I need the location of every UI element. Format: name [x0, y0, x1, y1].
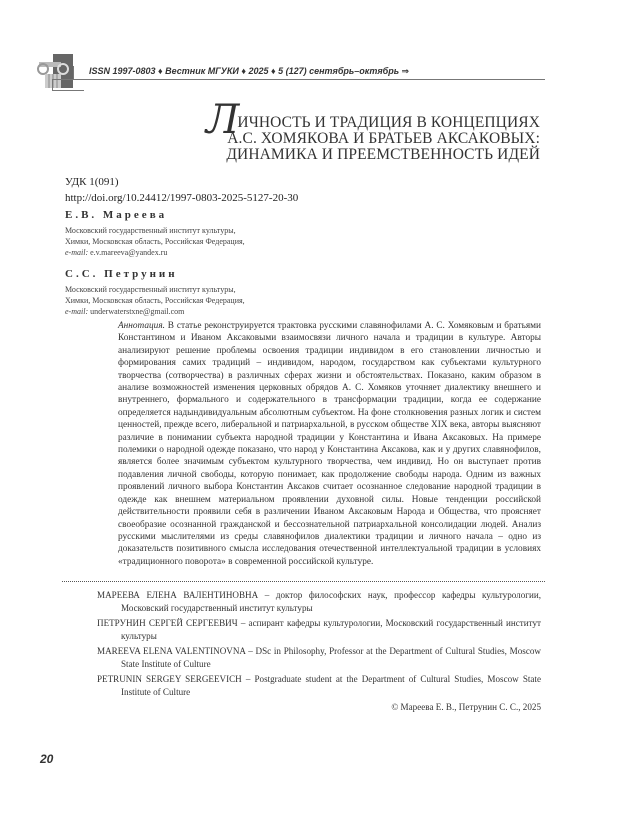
identifiers: [65, 174, 298, 206]
header-rule: [52, 79, 545, 80]
title-initial: Л: [205, 97, 240, 143]
affiliation-line: Московский государственный институт культуры,: [65, 226, 236, 235]
header-frame-line: [73, 66, 74, 80]
article-title: [205, 97, 540, 163]
email-label: e-mail:: [65, 248, 89, 257]
bio-entry: PETRUNIN SERGEY SERGEEVICH – Postgraduate student at the Department of Cultural Studies, Moscow State Institute of Culture: [97, 674, 541, 697]
email-link[interactable]: underwaterstxne@gmail.com: [90, 307, 185, 316]
copyright: © Мареева Е. В., Петрунин С. С., 2025: [391, 702, 541, 712]
author-name: Е.В. Мареева: [65, 209, 168, 221]
affiliation-line: Химки, Московская область, Российская Федерация,: [65, 237, 245, 246]
email-link[interactable]: e.v.mareeva@yandex.ru: [90, 248, 168, 257]
ionic-column-capital-icon: [37, 54, 73, 88]
affiliation-line: Московский государственный институт культуры,: [65, 285, 236, 294]
page-number: 20: [40, 752, 54, 766]
title-line: ИЧНОСТЬ И ТРАДИЦИЯ В КОНЦЕПЦИЯХ: [237, 114, 540, 131]
annotation-text: В статье реконструируется трактовка русскими славянофилами А. С. Хомяковым и братьями Константином и Иваном Аксаковыми взаимосвязи личного начала и традиции в культуре. Авторы анализируют решение проблемы освоения традиции индивидом в его становлении личностью и формирования самих традиций – индивидом, народом, государством как субъектами культурного творчества (сотворчества) в различных сферах жизни и обстоятельствах. Показано, каким образом в анализе возможностей изменения церковных обрядов А. С. Хомяков уточняет диалектику внешнего и внутреннего, формального и содержательного в трансформации традиции, когда ее содержание определяется надындивидуальным абсолютным субъектом. На фоне столкновения разных логик и систем ценностей, прежде всего, либеральной и патриархальной, в русском обществе XIX века, авторы выясняют различие в понимании субъекта народной традиции у Константина и Ивана Аксаковых. На примере полемики о народной одежде показано, что народ у Константина Аксакова, как и у других славянофилов, является более значимым субъектом культурного творчества, чем индивид. Но он выступает против подавления личной свободы, которую понимает, как продолжение свободы народа. Одним из важных проявлений личного выбора Константин Аксаков считает осознанное следование народной традиции в одежде как внешнем материальном проявлении духовной силы. Новые тенденции российской действительности проявили себя в различении Иваном Аксаковым Народа и Общества, что проясняет своеобразие осознанной гражданской и бессознательной патриархальной консолидации людей. Анализ русскими мыслителями из среды славянофилов диалектики традиции и личного начала – одно из доказательств позитивного смысла исследования отечественной интеллектуальной традиции в условиях «традиционного поворота» в современной российской культуре.: [118, 321, 541, 567]
author-bios: [97, 589, 541, 714]
udk: УДК 1(091): [65, 176, 119, 188]
author-affiliation: [65, 284, 245, 317]
annotation-label: Аннотация.: [118, 321, 165, 331]
title-line: ДИНАМИКА И ПРЕЕМСТВЕННОСТЬ ИДЕЙ: [226, 146, 540, 163]
affiliation-line: Химки, Московская область, Российская Федерация,: [65, 296, 245, 305]
header-frame-line: [52, 90, 84, 91]
author-name: С.С. Петрунин: [65, 268, 178, 280]
dotted-separator: [62, 581, 545, 582]
annotation: [118, 320, 541, 568]
title-line: А.С. ХОМЯКОВА И БРАТЬЕВ АКСАКОВЫХ:: [227, 130, 540, 147]
doi-link[interactable]: http://doi.org/10.24412/1997-0803-2025-5127-20-30: [65, 192, 299, 204]
email-label: e-mail:: [65, 307, 89, 316]
running-header: ISSN 1997-0803 ♦ Вестник МГУКИ ♦ 2025 ♦ 5 (127) сентябрь–октябрь ⇒: [89, 66, 410, 76]
bio-entry: ПЕТРУНИН СЕРГЕЙ СЕРГЕЕВИЧ – аспирант кафедры культурологии, Московский государственный институт культуры: [97, 618, 541, 641]
bio-entry: МАРЕЕВА ЕЛЕНА ВАЛЕНТИНОВНА – доктор философских наук, профессор кафедры культурологии, Московский государственный институт культуры: [97, 590, 541, 613]
bio-entry: MAREEVA ELENA VALENTINOVNA – DSc in Philosophy, Professor at the Department of Cultural Studies, Moscow State Institute of Culture: [97, 646, 541, 669]
author-affiliation: [65, 225, 245, 258]
